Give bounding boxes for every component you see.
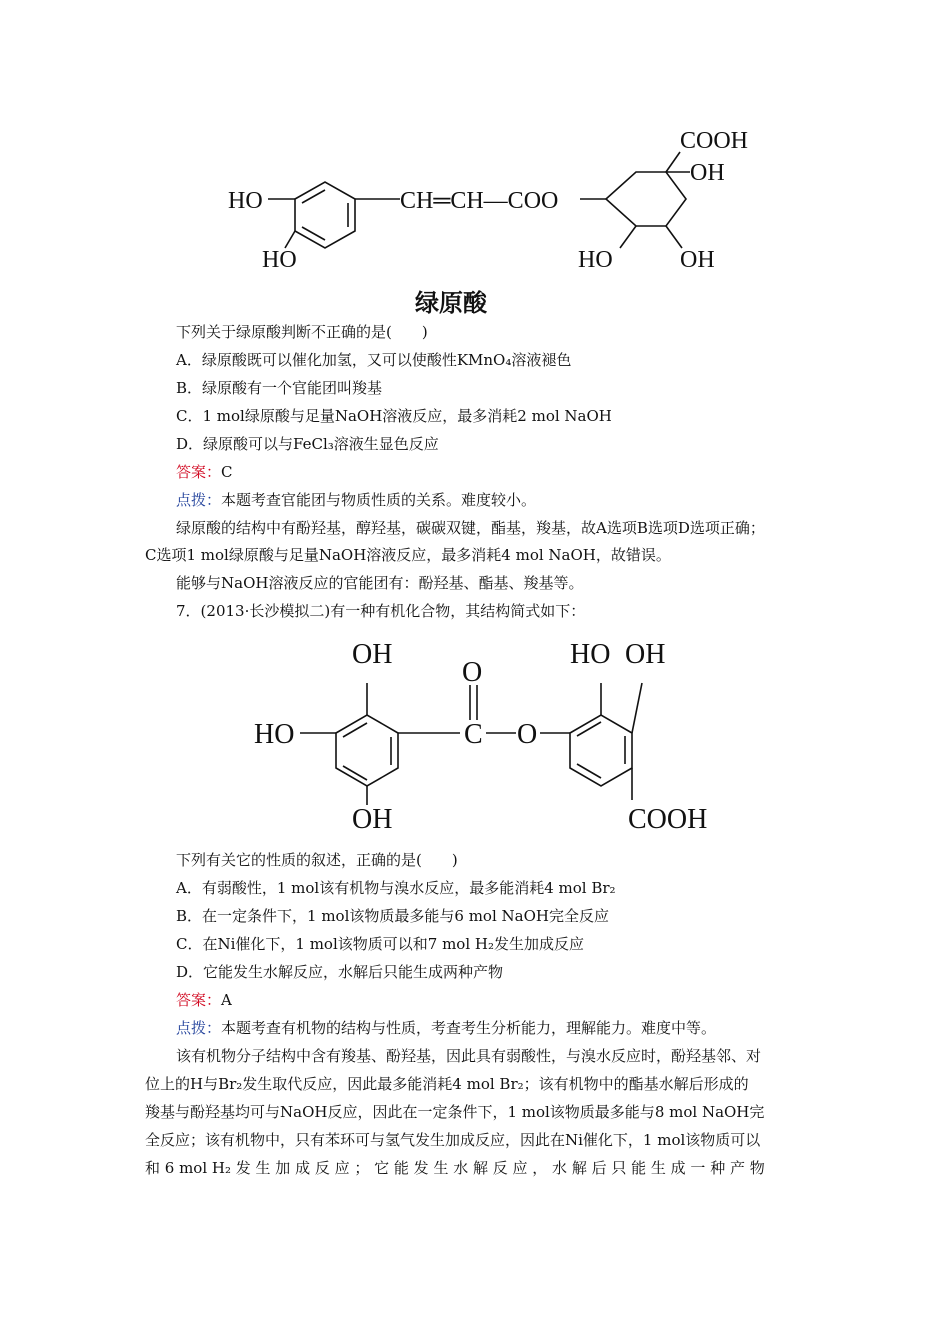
q7-explanation-line-2: 位上的H与Br₂发生取代反应，因此最多能消耗4 mol Br₂；该有机物中的酯基水解后形成的	[145, 1075, 749, 1093]
ho-top-label: HO	[228, 188, 263, 214]
q7-stem: 7．(2013·长沙模拟二)有一种有机化合物，其结构简式如下：	[176, 602, 586, 620]
q7-cooh: COOH	[628, 804, 708, 835]
q7-answer-value: A	[221, 991, 232, 1009]
q7-option-a: A．有弱酸性，1 mol该有机物与溴水反应，最多能消耗4 mol Br₂	[176, 879, 616, 897]
structure-caption: 绿原酸	[415, 289, 487, 317]
chain-label: CH═CH—COO	[400, 188, 559, 214]
q7-option-d: D．它能发生水解反应，水解后只能生成两种产物	[176, 963, 504, 981]
q7-ho-top-right: HO	[570, 639, 611, 670]
q6-answer	[176, 462, 233, 482]
q7-option-b: B．在一定条件下，1 mol该物质最多能与6 mol NaOH完全反应	[176, 907, 609, 925]
q6-option-b: B．绿原酸有一个官能团叫羧基	[176, 379, 383, 397]
q6-option-c: C．1 mol绿原酸与足量NaOH溶液反应，最多消耗2 mol NaOH	[176, 407, 612, 425]
q6-answer-value: C	[221, 463, 233, 481]
q7-oh-top-right: OH	[625, 639, 666, 670]
ho-ring-bottom-label: HO	[578, 247, 613, 273]
q7-ho-left: HO	[254, 719, 295, 750]
q6-explanation-1: 绿原酸的结构中有酚羟基，醇羟基，碳碳双键，酯基，羧基，故A选项B选项D选项正确；	[176, 519, 765, 537]
q7-oh-bottom-left: OH	[352, 804, 393, 835]
q7-hint	[176, 1018, 716, 1038]
cooh-top-label: COOH	[680, 128, 749, 154]
q7-answer	[176, 990, 232, 1010]
q7-structure	[0, 625, 950, 840]
q6-option-d: D．绿原酸可以与FeCl₃溶液生显色反应	[176, 435, 439, 453]
q6-hint	[176, 490, 536, 510]
q7-explanation-line-1: 该有机物分子结构中含有羧基、酚羟基，因此具有弱酸性，与溴水反应时，酚羟基邻、对	[176, 1047, 762, 1065]
q7-question: 下列有关它的性质的叙述，正确的是( )	[176, 851, 458, 869]
oh-right-label: OH	[690, 160, 725, 186]
q7-explanation-line-4: 全反应；该有机物中，只有苯环可与氢气发生加成反应，因此在Ni催化下，1 mol该物质可以	[145, 1131, 761, 1149]
q6-option-a: A．绿原酸既可以催化加氢，又可以使酸性KMnO₄溶液褪色	[176, 351, 572, 369]
oh-ring-bottom-label: OH	[680, 247, 715, 273]
q7-oh-top-left: OH	[352, 639, 393, 670]
q7-option-c: C．在Ni催化下，1 mol该物质可以和7 mol H₂发生加成反应	[176, 935, 584, 953]
q7-hint-text: 本题考查有机物的结构与性质，考查考生分析能力，理解能力。难度中等。	[221, 1019, 717, 1037]
q6-answer-label: 答案：	[176, 463, 222, 481]
q6-hint-label: 点拨：	[176, 491, 222, 509]
q6-explanation-3: 能够与NaOH溶液反应的官能团有：酚羟基、酯基、羧基等。	[176, 574, 584, 592]
q7-answer-label: 答案：	[176, 991, 222, 1009]
q7-o-carbonyl: O	[462, 657, 483, 688]
q6-hint-text: 本题考查官能团与物质性质的关系。难度较小。	[221, 491, 537, 509]
chlorogenic-acid-structure	[0, 0, 950, 290]
q7-explanation-line-3: 羧基与酚羟基均可与NaOH反应，因此在一定条件下，1 mol该物质最多能与8 mol NaOH完	[145, 1103, 765, 1121]
q6-explanation-2: C选项1 mol绿原酸与足量NaOH溶液反应，最多消耗4 mol NaOH，故错误。	[145, 546, 671, 564]
q7-hint-label: 点拨：	[176, 1019, 222, 1037]
q7-o-ester: O	[517, 719, 538, 750]
q7-c: C	[464, 719, 483, 750]
q7-explanation-line-5: 和 6 mol H₂ 发 生 加 成 反 应 ； 它 能 发 生 水 解 反 应 ， 水 解 后 只 能 生 成 一 种 产 物	[145, 1159, 765, 1177]
q6-stem: 下列关于绿原酸判断不正确的是( )	[176, 323, 428, 341]
ho-bottom-label: HO	[262, 247, 297, 273]
